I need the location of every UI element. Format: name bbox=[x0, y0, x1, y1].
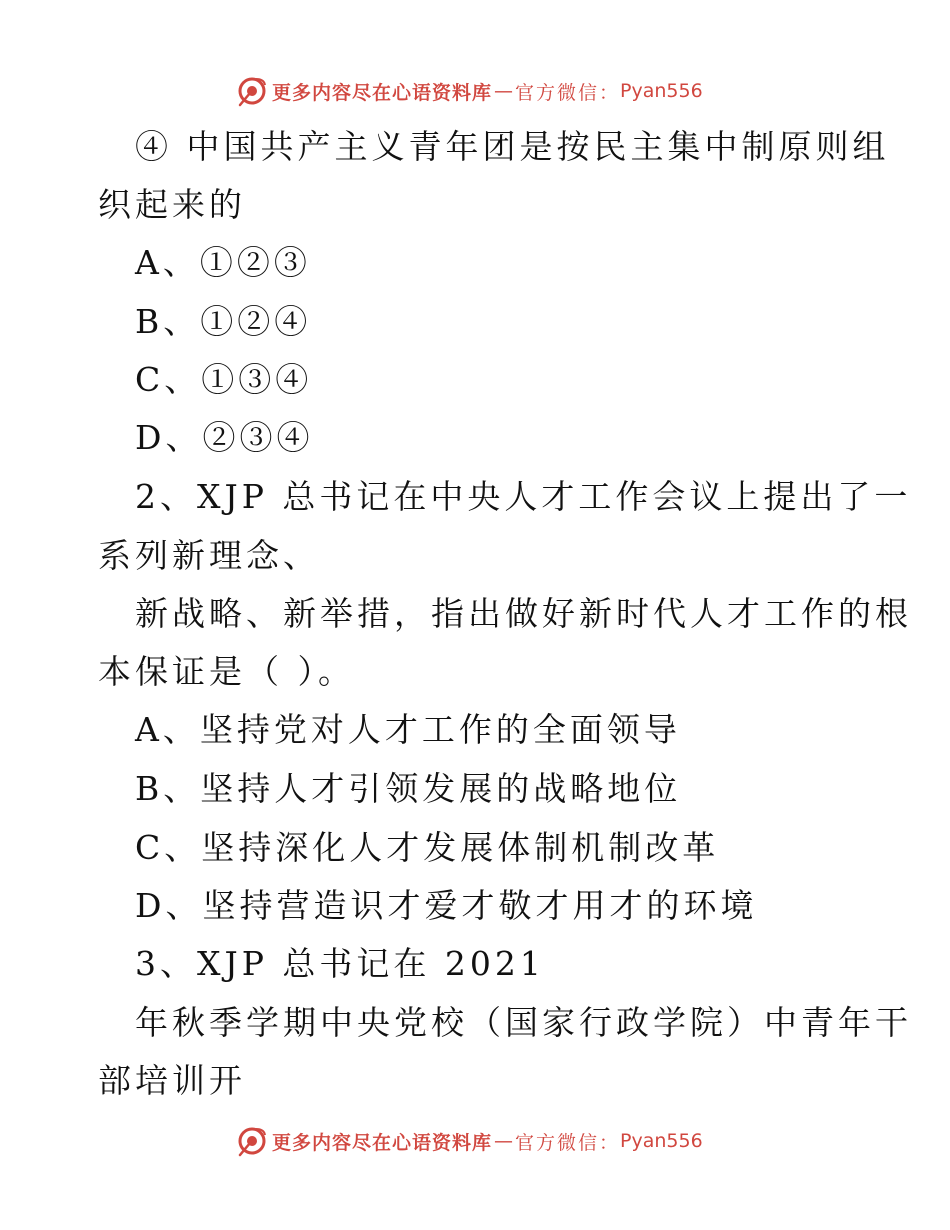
quill-logo-icon bbox=[236, 75, 268, 107]
option-b-q1: B、①②④ bbox=[135, 302, 312, 341]
option-c-q2: C、坚持深化人才发展体制机制改革 bbox=[135, 828, 720, 867]
text-line-2: 织起来的 bbox=[98, 185, 246, 224]
banner-dash: — bbox=[494, 1130, 514, 1152]
question-2-line-2: 系列新理念、 bbox=[98, 536, 320, 575]
question-3-line-1: 3、XJP 总书记在 2021 bbox=[135, 944, 545, 983]
option-a-q1: A、①②③ bbox=[135, 243, 311, 282]
question-2-line-3: 新战略、新举措，指出做好新时代人才工作的根 bbox=[135, 594, 912, 633]
banner-wechat-id: Pyan556 bbox=[620, 80, 703, 102]
banner-official-label: 官方微信： bbox=[515, 81, 621, 104]
option-a-q2: A、坚持党对人才工作的全面领导 bbox=[135, 710, 681, 749]
footer-banner bbox=[236, 1124, 703, 1158]
banner-brand-text: 更多内容尽在心语资料库 bbox=[272, 1131, 493, 1154]
question-2-line-4: 本保证是（ ）。 bbox=[98, 652, 355, 691]
option-d-q2: D、坚持营造识才爱才敬才用才的环境 bbox=[135, 886, 758, 925]
option-c-q1: C、①③④ bbox=[135, 360, 313, 399]
banner-official-label: 官方微信： bbox=[515, 1131, 621, 1154]
question-3-line-3: 部培训开 bbox=[98, 1061, 246, 1100]
banner-wechat-id: Pyan556 bbox=[620, 1130, 703, 1152]
option-d-q1: D、②③④ bbox=[135, 418, 314, 457]
header-banner bbox=[236, 74, 703, 108]
question-2-line-1: 2、XJP 总书记在中央人才工作会议上提出了一 bbox=[135, 477, 912, 516]
question-3-line-2: 年秋季学期中央党校（国家行政学院）中青年干 bbox=[135, 1003, 912, 1042]
quill-logo-icon bbox=[236, 1125, 268, 1157]
option-b-q2: B、坚持人才引领发展的战略地位 bbox=[135, 769, 682, 808]
text-line-1: ④ 中国共产主义青年团是按民主集中制原则组 bbox=[135, 127, 890, 166]
banner-dash: — bbox=[494, 80, 514, 102]
banner-brand-text: 更多内容尽在心语资料库 bbox=[272, 81, 493, 104]
